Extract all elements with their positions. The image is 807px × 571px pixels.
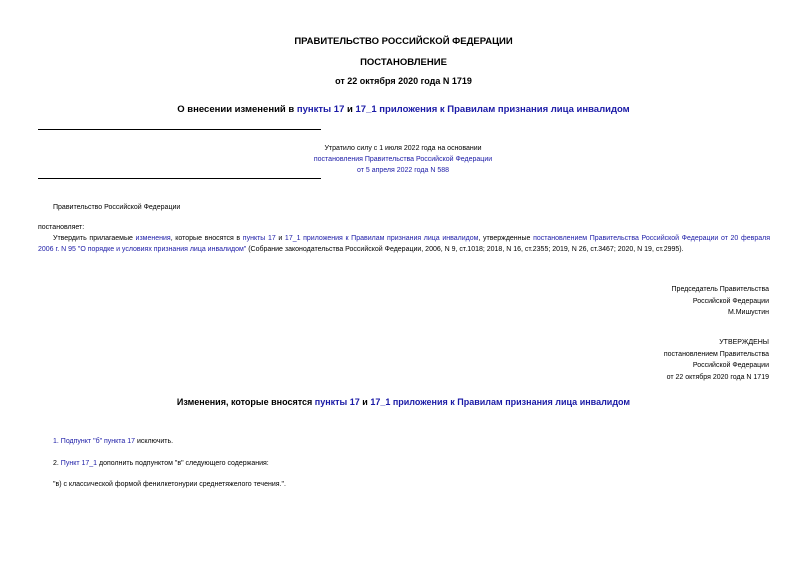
signature-block	[672, 284, 769, 319]
approve-text: Утвердить прилагаемые	[53, 235, 136, 242]
decree-title-link-p17-1[interactable]: 17_1 приложения к Правилам признания лица инвалидом	[355, 104, 630, 115]
change-item-2-link[interactable]: Пункт 17_1	[60, 460, 98, 467]
change-item-2	[53, 459, 269, 469]
divider-bottom	[38, 178, 321, 179]
signature-country: Российской Федерации	[692, 297, 769, 305]
lost-force-note	[250, 143, 556, 176]
approve-link-p17[interactable]: пункты 17	[242, 235, 276, 242]
approve-text: , утвержденные	[478, 235, 534, 242]
change-item-1-text: исключить.	[135, 438, 174, 445]
government-heading: ПРАВИТЕЛЬСТВО РОССИЙСКОЙ ФЕДЕРАЦИИ	[294, 36, 513, 47]
approved-label: УТВЕРЖДЕНЫ	[719, 339, 769, 346]
change-item-2-number: 2.	[53, 460, 61, 467]
change-item-2-text: дополнить подпунктом "в" следующего содержания:	[97, 460, 269, 467]
changes-title-conjunction: и	[359, 397, 371, 407]
signature-name: М.Мишустин	[727, 309, 769, 316]
divider-top	[38, 129, 321, 130]
decree-title-conjunction: и	[344, 104, 356, 115]
approve-text: , которые вносятся в	[170, 235, 243, 242]
approve-paragraph	[38, 233, 770, 255]
document-type-heading: ПОСТАНОВЛЕНИЕ	[360, 57, 447, 68]
decree-title-text: О внесении изменений в	[177, 104, 297, 115]
approved-country: Российской Федерации	[692, 362, 769, 369]
changes-title	[0, 397, 807, 407]
decree-title	[0, 104, 807, 115]
decree-date-number: от 22 октября 2020 года N 1719	[335, 76, 472, 86]
lost-force-text: Утратило силу с 1 июля 2022 года на основании	[324, 145, 482, 152]
lost-force-link-decree[interactable]: постановления Правительства Российской Федерации	[313, 156, 493, 163]
change-item-1	[53, 437, 173, 447]
change-item-3: "в) с классической формой фенилкетонурии среднетяжелого течения.".	[53, 481, 286, 488]
approved-date: от 22 октября 2020 года N 1719	[666, 373, 769, 381]
approved-block	[664, 337, 769, 383]
approve-link-changes[interactable]: изменения	[135, 235, 171, 242]
approved-by: постановлением Правительства	[663, 350, 769, 358]
decree-word: постановляет:	[38, 224, 85, 231]
lost-force-link-date[interactable]: от 5 апреля 2022 года N 588	[356, 167, 450, 174]
approve-text: (Собрание законодательства Российской Федерации, 2006, N 9, ст.1018; 2018, N 16, ст.2355; 2019, N 26, ст.3467; 2020, N 19, ст.2995).	[246, 246, 684, 253]
changes-title-text: Изменения, которые вносятся	[176, 397, 315, 407]
approve-text: и	[275, 235, 285, 242]
signature-position: Председатель Правительства	[671, 286, 769, 293]
decree-title-link-p17[interactable]: пункты 17	[296, 104, 345, 115]
changes-title-link-p17[interactable]: пункты 17	[314, 397, 360, 407]
government-text: Правительство Российской Федерации	[53, 204, 181, 211]
approve-link-decree-95[interactable]: постановлением Правительства Российской Федерации от 20 февраля 2006 г. N 95 "О порядке и условиях признания лица инвалидом"	[38, 235, 770, 253]
approve-link-p17-1[interactable]: 17_1 приложения к Правилам признания лица инвалидом	[284, 235, 479, 242]
change-item-1-link[interactable]: 1. Подпункт "б" пункта 17	[53, 438, 136, 445]
changes-title-link-p17-1[interactable]: 17_1 приложения к Правилам признания лица инвалидом	[370, 397, 631, 407]
